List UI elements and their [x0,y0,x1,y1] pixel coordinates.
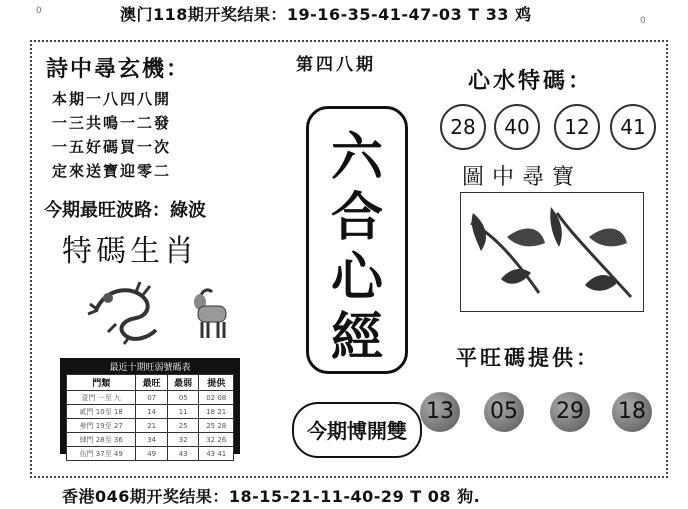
table-cell: 05 [167,391,199,405]
table-cell: 25 28 [199,419,234,433]
table-cell: 參門 19至 27 [67,419,136,433]
table-cell: 伍門 37至 49 [67,447,136,461]
table-cell: 18 21 [199,405,234,419]
title-char: 六 [330,127,383,188]
poem-line: 本期一八四八開 [52,90,172,108]
macau-result: 澳门118期开奖结果：19-16-35-41-47-03 T 33 鸡 [120,5,532,24]
treasure-title: 圖中尋寶 [462,165,583,190]
zodiac-title: 特碼生肖 [62,234,198,269]
table-cell: 貳門 10至 18 [67,405,136,419]
table-cell: 14 [136,405,168,419]
poem-line: 一五好碼買一次 [52,138,172,156]
bet-text: 今期博開雙 [307,419,407,443]
wave-text: 今期最旺波路：綠波 [44,200,206,221]
poem-line: 一三共鳴一二發 [52,114,172,132]
table-header: 最旺 [136,375,168,391]
hk-result: 香港046期开奖结果：18-15-21-11-40-29 T 08 狗. [62,487,481,506]
number-ball: 18 [612,392,652,432]
corner-mark-right: 0 [640,16,646,26]
bet-badge [292,402,422,458]
provider-title: 平旺碼提供： [456,345,600,370]
table-row [67,391,234,405]
table-cell: 21 [136,419,168,433]
poem-line: 定來送寶迎零二 [52,162,172,180]
table-cell: 02 08 [199,391,234,405]
title-char: 合 [330,187,383,248]
table-row [67,419,234,433]
flower-icon [461,193,643,311]
goat-icon [186,282,234,342]
table-cell: 43 [167,447,199,461]
corner-mark-left: 0 [36,6,42,16]
title-box [306,106,408,374]
number-ball: 29 [550,392,590,432]
table-cell: 34 [136,433,168,447]
number-ball: 12 [554,104,600,150]
number-ball: 41 [610,104,656,150]
number-ball: 40 [494,104,540,150]
stats-table-panel [60,358,240,458]
table-cell: 25 [167,419,199,433]
flower-picture [460,192,644,312]
heart-numbers-title: 心水特碼： [468,68,594,94]
poem-title: 詩中尋玄機： [46,56,191,82]
table-cell: 11 [167,405,199,419]
table-cell: 32 [167,433,199,447]
title-char: 經 [330,307,383,368]
stats-table-title: 最近十期旺弱號碼表 [109,363,191,373]
dragon-icon [86,280,166,346]
stats-table [66,374,234,461]
table-row [67,405,234,419]
title-char: 心 [330,247,383,308]
table-header: 提供 [199,375,234,391]
number-ball: 28 [440,104,486,150]
table-cell: 43 41 [199,447,234,461]
table-header: 門類 [67,375,136,391]
table-row [67,447,234,461]
number-ball: 13 [420,392,460,432]
table-cell: 49 [136,447,168,461]
table-cell: 肆門 28至 36 [67,433,136,447]
issue-label: 第四八期 [296,55,376,75]
table-cell: 32 26 [199,433,234,447]
table-row [67,433,234,447]
table-header: 最弱 [167,375,199,391]
number-ball: 05 [484,392,524,432]
table-cell: 07 [136,391,168,405]
table-cell: 壹門 一至 九 [67,391,136,405]
